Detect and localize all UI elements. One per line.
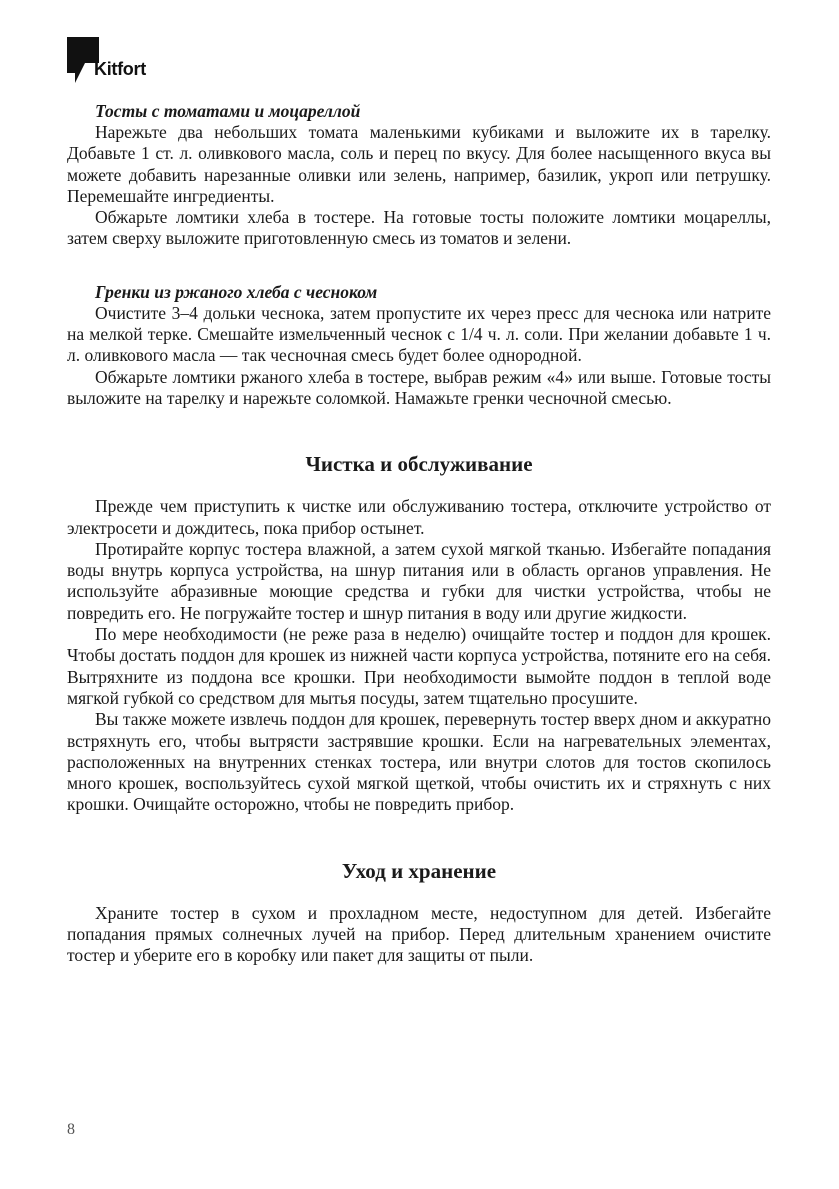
recipe-title: Гренки из ржаного хлеба с чесноком	[95, 281, 378, 302]
page-content	[67, 101, 771, 967]
paragraph: Очистите 3–4 дольки чеснока, затем пропустите их через пресс для чеснока или натрите на мелкой терке. Смешайте измельченный чеснок с 1/4 ч. л. соли. При желании добавьте 1 ч. л. оливкового масла — так чесночная смесь будет более однородной.	[67, 302, 771, 366]
section-storage	[67, 858, 771, 967]
section-heading: Чистка и обслуживание	[305, 452, 533, 477]
paragraph: Обжарьте ломтики хлеба в тостере. На готовые тосты положите ломтики моцареллы, затем сверху выложите приготовленную смесь из томатов и зелени.	[67, 207, 771, 249]
paragraph: Нарежьте два небольших томата маленькими кубиками и выложите их в тарелку. Добавьте 1 ст. л. оливкового масла, соль и перец по вкусу. Для более насыщенного вкуса вы можете добавить нарезанные оливки или зелень, например, базилик, укроп или петрушку. Перемешайте ингредиенты.	[67, 122, 771, 206]
brand-logo	[67, 37, 187, 83]
paragraph: Храните тостер в сухом и прохладном месте, недоступном для детей. Избегайте попадания прямых солнечных лучей на прибор. Перед длительным хранением очистите тостер и уберите его в коробку или пакет для защиты от пыли.	[67, 902, 771, 966]
section-heading: Уход и хранение	[341, 858, 497, 883]
recipe-tomato-mozzarella	[67, 101, 771, 250]
paragraph: Протирайте корпус тостера влажной, а затем сухой мягкой тканью. Избегайте попадания воды внутрь корпуса устройства, на шнур питания или в область органов управления. Не используйте абразивные моющие средства и губки для чистки устройства, чтобы не повредить его. Не погружайте тостер и шнур питания в воду или другие жидкости.	[67, 538, 771, 623]
section-cleaning	[67, 451, 771, 815]
paragraph: Вы также можете извлечь поддон для крошек, перевернуть тостер вверх дном и аккуратно встряхнуть его, чтобы вытрясти застрявшие крошки. Если на нагревательных элементах, расположенных на внутренних стенках тостера, или внутри слотов для тостов скопилось много крошек, воспользуйтесь сухой мягкой щеткой, чтобы очистить их и стряхнуть с них крошки. Очищайте осторожно, чтобы не повредить прибор.	[67, 709, 771, 815]
paragraph: По мере необходимости (не реже раза в неделю) очищайте тостер и поддон для крошек. Чтобы достать поддон для крошек из нижней части корпуса устройства, потяните его на себя. Вытряхните из поддона все крошки. При необходимости вымойте поддон в теплой воде мягкой губкой со средством для мытья посуды, затем тщательно просушите.	[67, 624, 771, 708]
page-number: 8	[67, 1121, 75, 1138]
recipe-rye-garlic	[67, 282, 771, 409]
paragraph: Обжарьте ломтики ржаного хлеба в тостере, выбрав режим «4» или выше. Готовые тосты выложите на тарелку и нарежьте соломкой. Намажьте гренки чесночной смесью.	[67, 366, 771, 408]
brand-name: Kitfort	[94, 59, 146, 79]
paragraph: Прежде чем приступить к чистке или обслуживанию тостера, отключите устройство от электросети и дождитесь, пока прибор остынет.	[67, 496, 771, 538]
recipe-title: Тосты с томатами и моцареллой	[95, 101, 361, 121]
